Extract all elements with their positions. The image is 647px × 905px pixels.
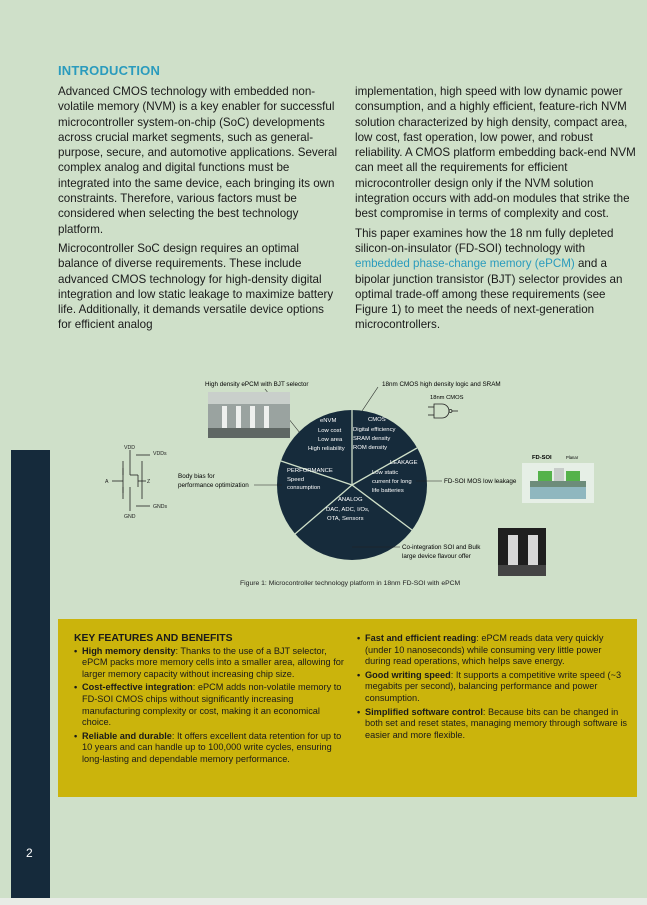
feature-name: High memory density (82, 645, 176, 656)
feature-text: : ePCM adds non-volatile memory to FD-SOI CMOS chips without significantly increasing manufacturing complexity or cost, making it an economical choice. (82, 682, 342, 728)
text-run: This paper examines how the 18 nm fully depleted silicon-on-insulator (FD-SOI) technology with (355, 226, 614, 255)
callout-fdsoi-leakage: FD-SOI MOS low leakage (444, 478, 517, 485)
planar-label: Planar (566, 455, 579, 460)
feature-text: : It offers excellent data retention for up to 10 years and can handle up to 100,000 write cycles, ensuring long-lasting and dependable memory performance. (82, 730, 342, 764)
seg-cmos-line: Digital efficiency (353, 427, 396, 433)
fdsoi-label: FD-SOI (532, 455, 552, 461)
seg-performance-title: PERFORMANCE (287, 468, 333, 474)
page-bottom-strip (0, 898, 647, 905)
callout-cmos-logic: 18nm CMOS high density logic and SRAM (382, 381, 501, 388)
intro-paragraph: implementation, high speed with low dynamic power consumption, and a highly efficient, feature-rich NVM solution characterized by high density, compact area, low cost, fast operation, low power, and robust reliability. A CMOS platform embedding back-end NVM can meet all the requirements for efficient microcontroller design only if the NVM solution integration occurs with add-on modules that strike the best compromise in terms of complexity and cost. (355, 85, 636, 221)
callout-body-bias: Body bias for (178, 473, 215, 480)
seg-leakage-line: life batteries (372, 488, 404, 494)
seg-envm-title: eNVM (320, 418, 337, 424)
key-features-title: KEY FEATURES AND BENEFITS (74, 633, 233, 644)
seg-analog-line: DAC, ADC, I/Os, (326, 507, 370, 513)
gate-label: 18nm CMOS (430, 395, 464, 401)
seg-envm-line: Low area (318, 437, 343, 443)
circuit-a: A (105, 479, 109, 485)
feature-item (74, 682, 344, 728)
callout-cointegration: Co-integration SOI and Bulk (402, 544, 481, 551)
intro-paragraph (355, 226, 640, 333)
seg-leakage-title: LEAKAGE (390, 460, 418, 466)
seg-leakage-line: current for long (372, 479, 412, 485)
seg-envm-line: Low cost (318, 428, 342, 434)
circuit-z: Z (147, 479, 151, 485)
inverter-circuit-schematic (112, 450, 150, 511)
text-run: and a bipolar junction transistor (BJT) selector provides an optimal trade-off among these requirements (see Figure 1) to meet the needs of next-generation microcontrollers. (355, 257, 623, 332)
key-features-right (357, 633, 627, 743)
intro-paragraph: Microcontroller SoC design requires an optimal balance of diverse requirements. These include advanced CMOS technology for high-density digital integration and low static leakage to maximize battery life. Additionally, it demands versatile device options for efficient analog (58, 241, 334, 332)
seg-cmos-title: CMOS (368, 417, 386, 423)
seg-performance-line: Speed (287, 477, 305, 483)
intro-column-left (58, 84, 338, 337)
feature-name: Reliable and durable (82, 730, 172, 741)
figure-1-diagram (90, 375, 630, 595)
seg-cmos-line: SRAM density (353, 436, 391, 442)
feature-name: Simplified software control (365, 706, 483, 717)
section-heading: INTRODUCTION (58, 63, 161, 78)
seg-performance-line: consumption (287, 485, 321, 491)
key-features-left (74, 633, 344, 768)
circuit-gnds: GNDs (153, 504, 168, 510)
callout-body-bias: performance optimization (178, 482, 249, 489)
feature-item (357, 707, 627, 742)
feature-item (74, 731, 344, 766)
platform-pie (277, 410, 427, 560)
feature-name: Good writing speed (365, 669, 451, 680)
nand-gate-icon (428, 404, 458, 418)
circuit-gnd: GND (124, 514, 136, 520)
figure-caption: Figure 1: Microcontroller technology platform in 18nm FD-SOI with ePCM (240, 580, 461, 587)
callout-cointegration: large device flavour offer (402, 553, 471, 560)
feature-item (74, 646, 344, 681)
seg-leakage-line: Low static (372, 470, 399, 476)
feature-item (357, 670, 627, 705)
seg-analog-line: OTA, Sensors (327, 516, 364, 522)
page-number: 2 (26, 846, 33, 860)
feature-item (357, 633, 627, 668)
seg-analog-title: ANALOG (338, 497, 363, 503)
epcm-micrograph-image (208, 392, 290, 438)
intro-column-right (355, 84, 640, 337)
feature-name: Cost-effective integration (82, 682, 193, 693)
circuit-vdds: VDDs (153, 451, 167, 457)
fdsoi-transistor-illustration (522, 463, 594, 503)
feature-text: : Because bits can be changed in both set and reset states, managing memory through software is easier and more flexible. (365, 706, 627, 740)
feature-text: : ePCM reads data very quickly (under 10 nanoseconds) while consuming very little power during read operations, which helps save energy. (365, 633, 604, 667)
seg-envm-line: High reliability (308, 446, 345, 452)
feature-text: : It supports a competitive write speed (~3 megabits per second), balancing performance and power consumption. (365, 669, 622, 703)
page-sidebar-bar (11, 450, 50, 898)
device-cross-section-image (498, 528, 546, 576)
intro-paragraph: Advanced CMOS technology with embedded non-volatile memory (NVM) is a key enabler for successful microcontroller system-on-chip (SoC) developments across crucial market segments, such as general-purpose, secure, and automotive applications. Several complex analog and digital functions must be integrated into the same device, each bringing its own constraints. Therefore, various factors must be considered when selecting the best technology platform. (58, 85, 338, 236)
circuit-vdd: VDD (124, 445, 135, 451)
seg-cmos-line: ROM density (353, 445, 388, 451)
highlight-epcm: embedded phase-change memory (ePCM) (355, 257, 575, 271)
leader-line (362, 387, 378, 411)
callout-epcm-bjt: High density ePCM with BJT selector (205, 381, 309, 388)
feature-name: Fast and efficient reading (365, 633, 477, 643)
feature-text: : Thanks to the use of a BJT selector, ePCM packs more memory cells into a smaller area, allowing for larger memory capacity without increasing chip size. (82, 645, 344, 679)
